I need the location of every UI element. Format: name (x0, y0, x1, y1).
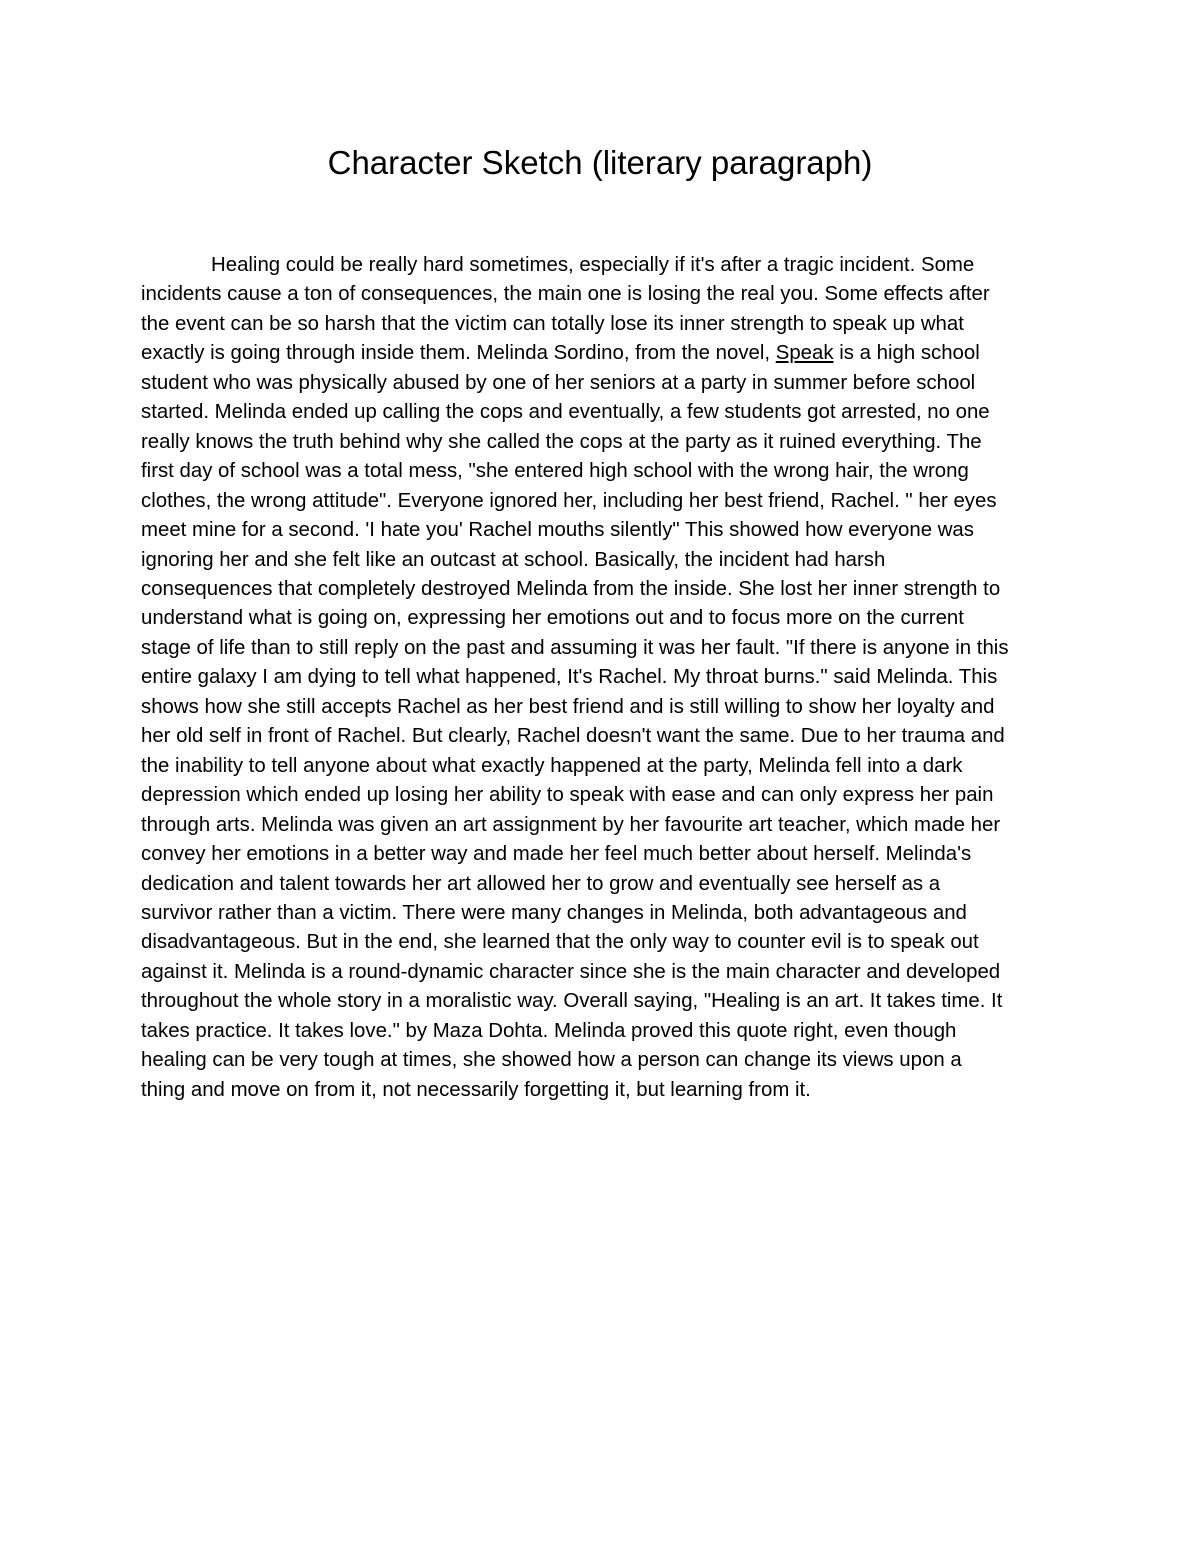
paragraph-line: incidents cause a ton of consequences, the main one is losing the real you. Some effects after (141, 283, 990, 306)
paragraph-line: throughout the whole story in a moralistic way. Overall saying, "Healing is an art. It takes time. It (141, 990, 1003, 1013)
paragraph-line: takes practice. It takes love." by Maza Dohta. Melinda proved this quote right, even though (141, 1019, 957, 1042)
paragraph-line: against it. Melinda is a round-dynamic character since she is the main character and developed (141, 960, 1001, 983)
paragraph-line: the event can be so harsh that the victim can totally lose its inner strength to speak up what (141, 312, 964, 335)
paragraph-line: convey her emotions in a better way and made her feel much better about herself. Melinda's (141, 843, 972, 866)
paragraph-line: meet mine for a second. 'I hate you' Rachel mouths silently" This showed how everyone was (141, 519, 974, 542)
paragraph-line-segment: exactly is going through inside them. Melinda Sordino, from the novel, (141, 342, 776, 365)
paragraph-line: healing can be very tough at times, she showed how a person can change its views upon a (141, 1049, 962, 1072)
paragraph-line: her old self in front of Rachel. But clearly, Rachel doesn't want the same. Due to her trauma and (141, 725, 1005, 748)
paragraph-line: thing and move on from it, not necessarily forgetting it, but learning from it. (141, 1078, 811, 1101)
paragraph-line: dedication and talent towards her art allowed her to grow and eventually see herself as a (141, 872, 941, 895)
paragraph-line: depression which ended up losing her ability to speak with ease and can only express her pain (141, 784, 994, 807)
paragraph-line: stage of life than to still reply on the past and assuming it was her fault. "If there is anyone in this (141, 636, 1009, 659)
book-title: Speak (775, 342, 834, 365)
paragraph-line: ignoring her and she felt like an outcast at school. Basically, the incident had harsh (141, 548, 886, 571)
paragraph-line: student who was physically abused by one of her seniors at a party in summer before school (141, 371, 976, 394)
paragraph-line-with-book-title (141, 339, 1081, 368)
paragraph-line: disadvantageous. But in the end, she learned that the only way to counter evil is to speak out (141, 931, 979, 954)
paragraph-line: understand what is going on, expressing her emotions out and to focus more on the current (141, 607, 964, 630)
paragraph-line: entire galaxy I am dying to tell what happened, It's Rachel. My throat burns." said Melinda. This (141, 666, 998, 689)
paragraph-line: clothes, the wrong attitude". Everyone ignored her, including her best friend, Rachel. " her eyes (141, 489, 997, 512)
paragraph-line-segment: is a high school (833, 342, 980, 365)
paragraph-line: shows how she still accepts Rachel as her best friend and is still willing to show her loyalty and (141, 695, 995, 718)
paragraph-line: started. Melinda ended up calling the cops and eventually, a few students got arrested, no one (141, 401, 990, 424)
paragraph-line: consequences that completely destroyed Melinda from the inside. She lost her inner strength to (141, 577, 1001, 600)
document-title: Character Sketch (literary paragraph) (327, 144, 873, 181)
paragraph-line: first day of school was a total mess, "she entered high school with the wrong hair, the wrong (141, 460, 969, 483)
paragraph-line: Healing could be really hard sometimes, especially if it's after a tragic incident. Some (211, 254, 975, 276)
paragraph-line: really knows the truth behind why she called the cops at the party as it ruined everything. The (141, 430, 982, 453)
paragraph-line: through arts. Melinda was given an art assignment by her favourite art teacher, which made her (141, 813, 1001, 836)
literary-paragraph (141, 251, 1081, 1105)
paragraph-line: the inability to tell anyone about what exactly happened at the party, Melinda fell into a dark (141, 754, 963, 777)
paragraph-line: survivor rather than a victim. There were many changes in Melinda, both advantageous and (141, 901, 967, 924)
